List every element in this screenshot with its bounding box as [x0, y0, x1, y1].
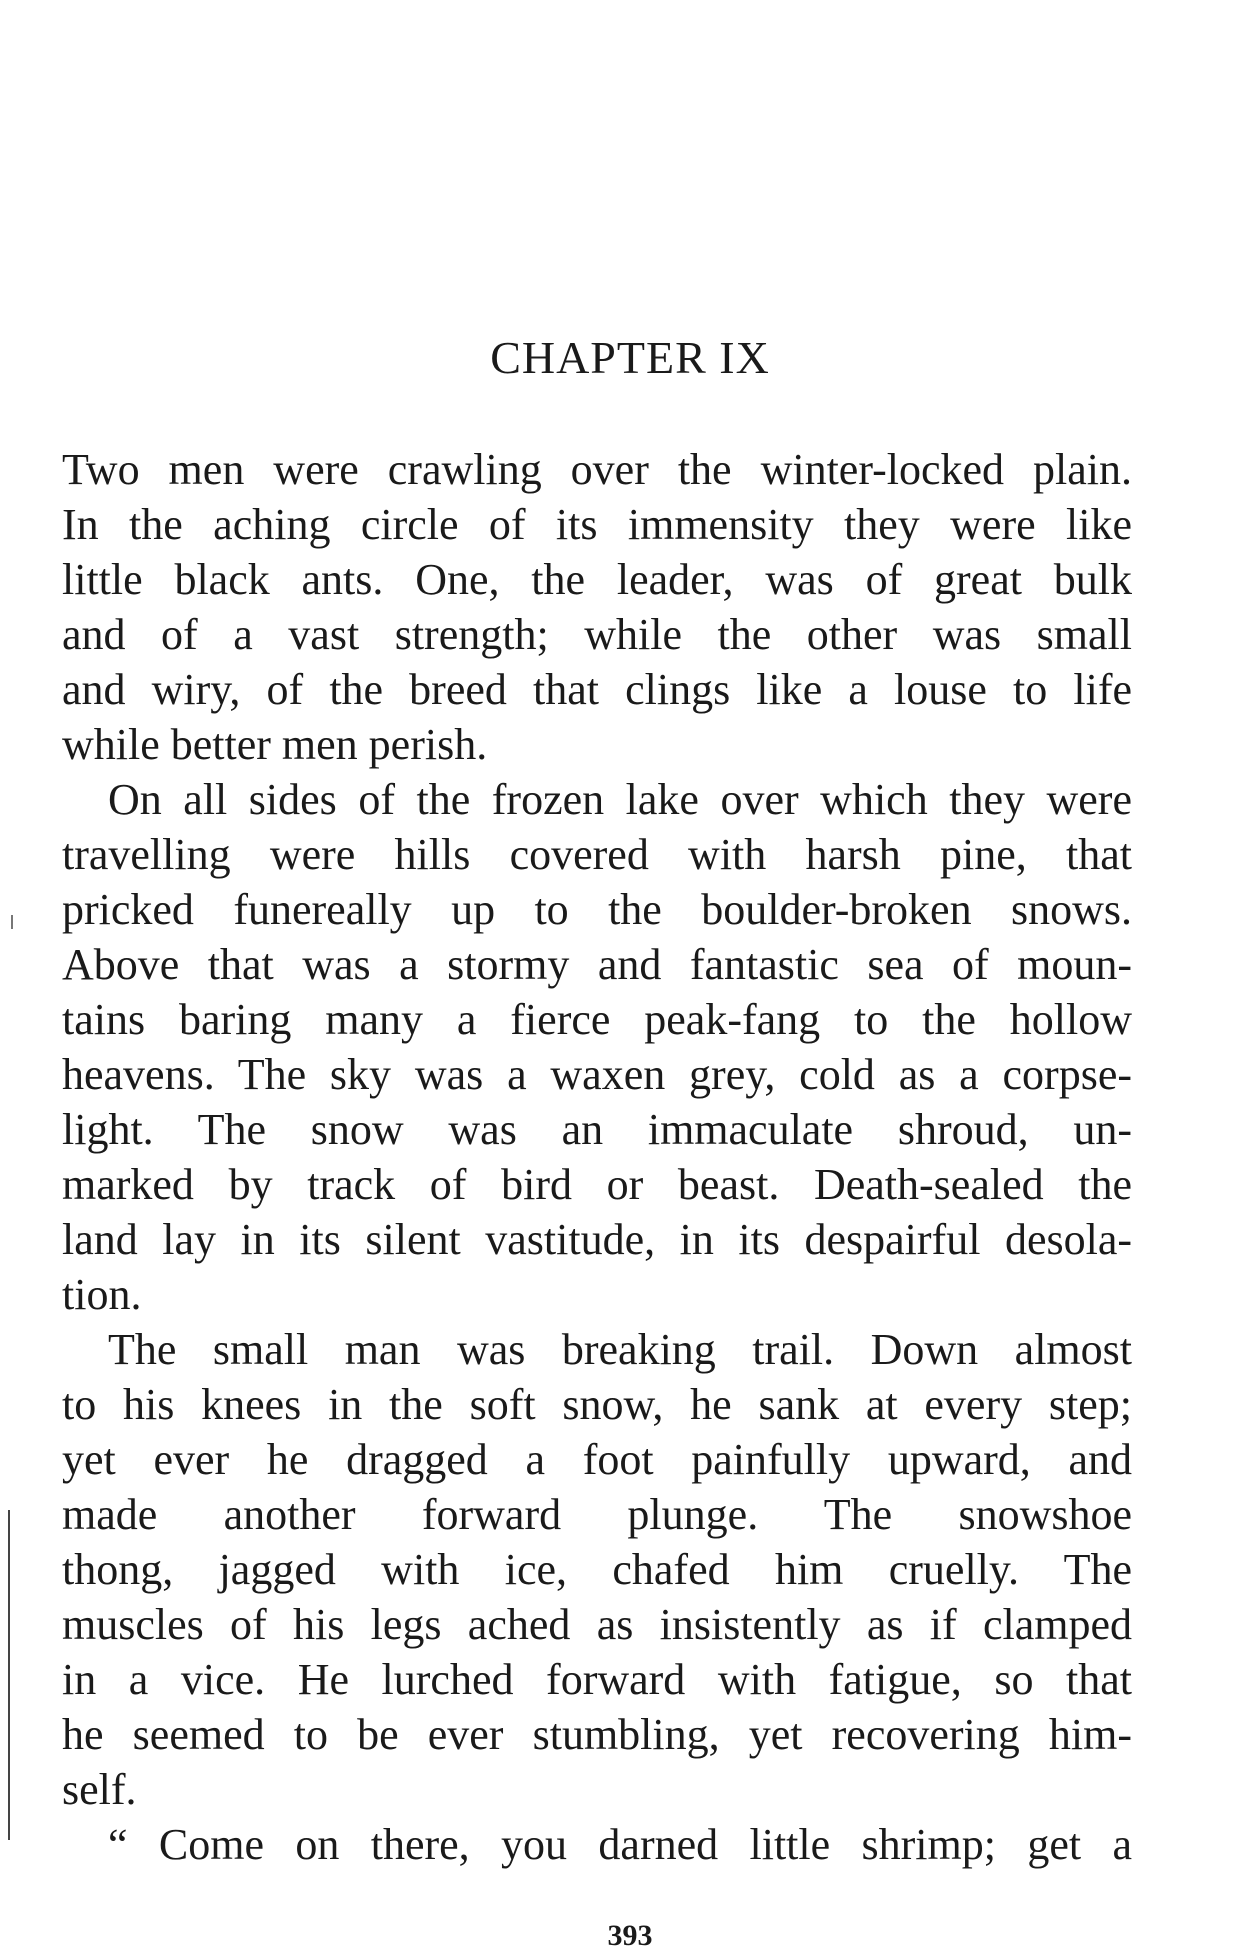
text-line: muscles of his legs ached as insistently as if clamped	[62, 1600, 1132, 1649]
text-line: marked by track of bird or beast. Death-sealed the	[62, 1160, 1132, 1209]
text-line: The small man was breaking trail. Down almost	[108, 1325, 1132, 1374]
text-line: tion.	[62, 1270, 142, 1319]
text-line: On all sides of the frozen lake over which they were	[108, 775, 1132, 824]
paragraph	[62, 1322, 1132, 1817]
paragraph	[62, 1817, 1132, 1872]
text-line: made another forward plunge. The snowshoe	[62, 1490, 1132, 1539]
paragraph	[62, 442, 1132, 772]
text-line: heavens. The sky was a waxen grey, cold as a corpse-	[62, 1050, 1132, 1099]
text-line: little black ants. One, the leader, was of great bulk	[62, 555, 1132, 604]
text-line: while better men perish.	[62, 720, 488, 769]
text-line: light. The snow was an immaculate shroud, un-	[62, 1105, 1132, 1154]
text-line: “ Come on there, you darned little shrimp; get a	[108, 1820, 1132, 1869]
text-line: he seemed to be ever stumbling, yet recovering him-	[62, 1710, 1132, 1759]
text-line: to his knees in the soft snow, he sank at every step;	[62, 1380, 1132, 1429]
text-line: self.	[62, 1765, 137, 1814]
text-line: Above that was a stormy and fantastic sea of moun-	[62, 940, 1132, 989]
text-line: in a vice. He lurched forward with fatigue, so that	[62, 1655, 1132, 1704]
text-line: pricked funereally up to the boulder-broken snows.	[62, 885, 1132, 934]
body-text	[62, 442, 1132, 1872]
page-number: 393	[607, 1919, 653, 1952]
text-line: travelling were hills covered with harsh pine, that	[62, 830, 1132, 879]
text-line: land lay in its silent vastitude, in its despairful desola-	[62, 1215, 1132, 1264]
text-line: yet ever he dragged a foot painfully upward, and	[62, 1435, 1132, 1484]
text-line: Two men were crawling over the winter-locked plain.	[62, 445, 1132, 494]
text-line: thong, jagged with ice, chafed him cruelly. The	[62, 1545, 1132, 1594]
text-line: and wiry, of the breed that clings like a louse to life	[62, 665, 1132, 714]
margin-mark	[8, 1510, 10, 1840]
chapter-title: CHAPTER IX	[490, 332, 770, 383]
text-line: and of a vast strength; while the other was small	[62, 610, 1132, 659]
paragraph	[62, 772, 1132, 1322]
margin-dot	[11, 915, 13, 929]
text-line: In the aching circle of its immensity they were like	[62, 500, 1132, 549]
text-line: tains baring many a fierce peak-fang to the hollow	[62, 995, 1132, 1044]
